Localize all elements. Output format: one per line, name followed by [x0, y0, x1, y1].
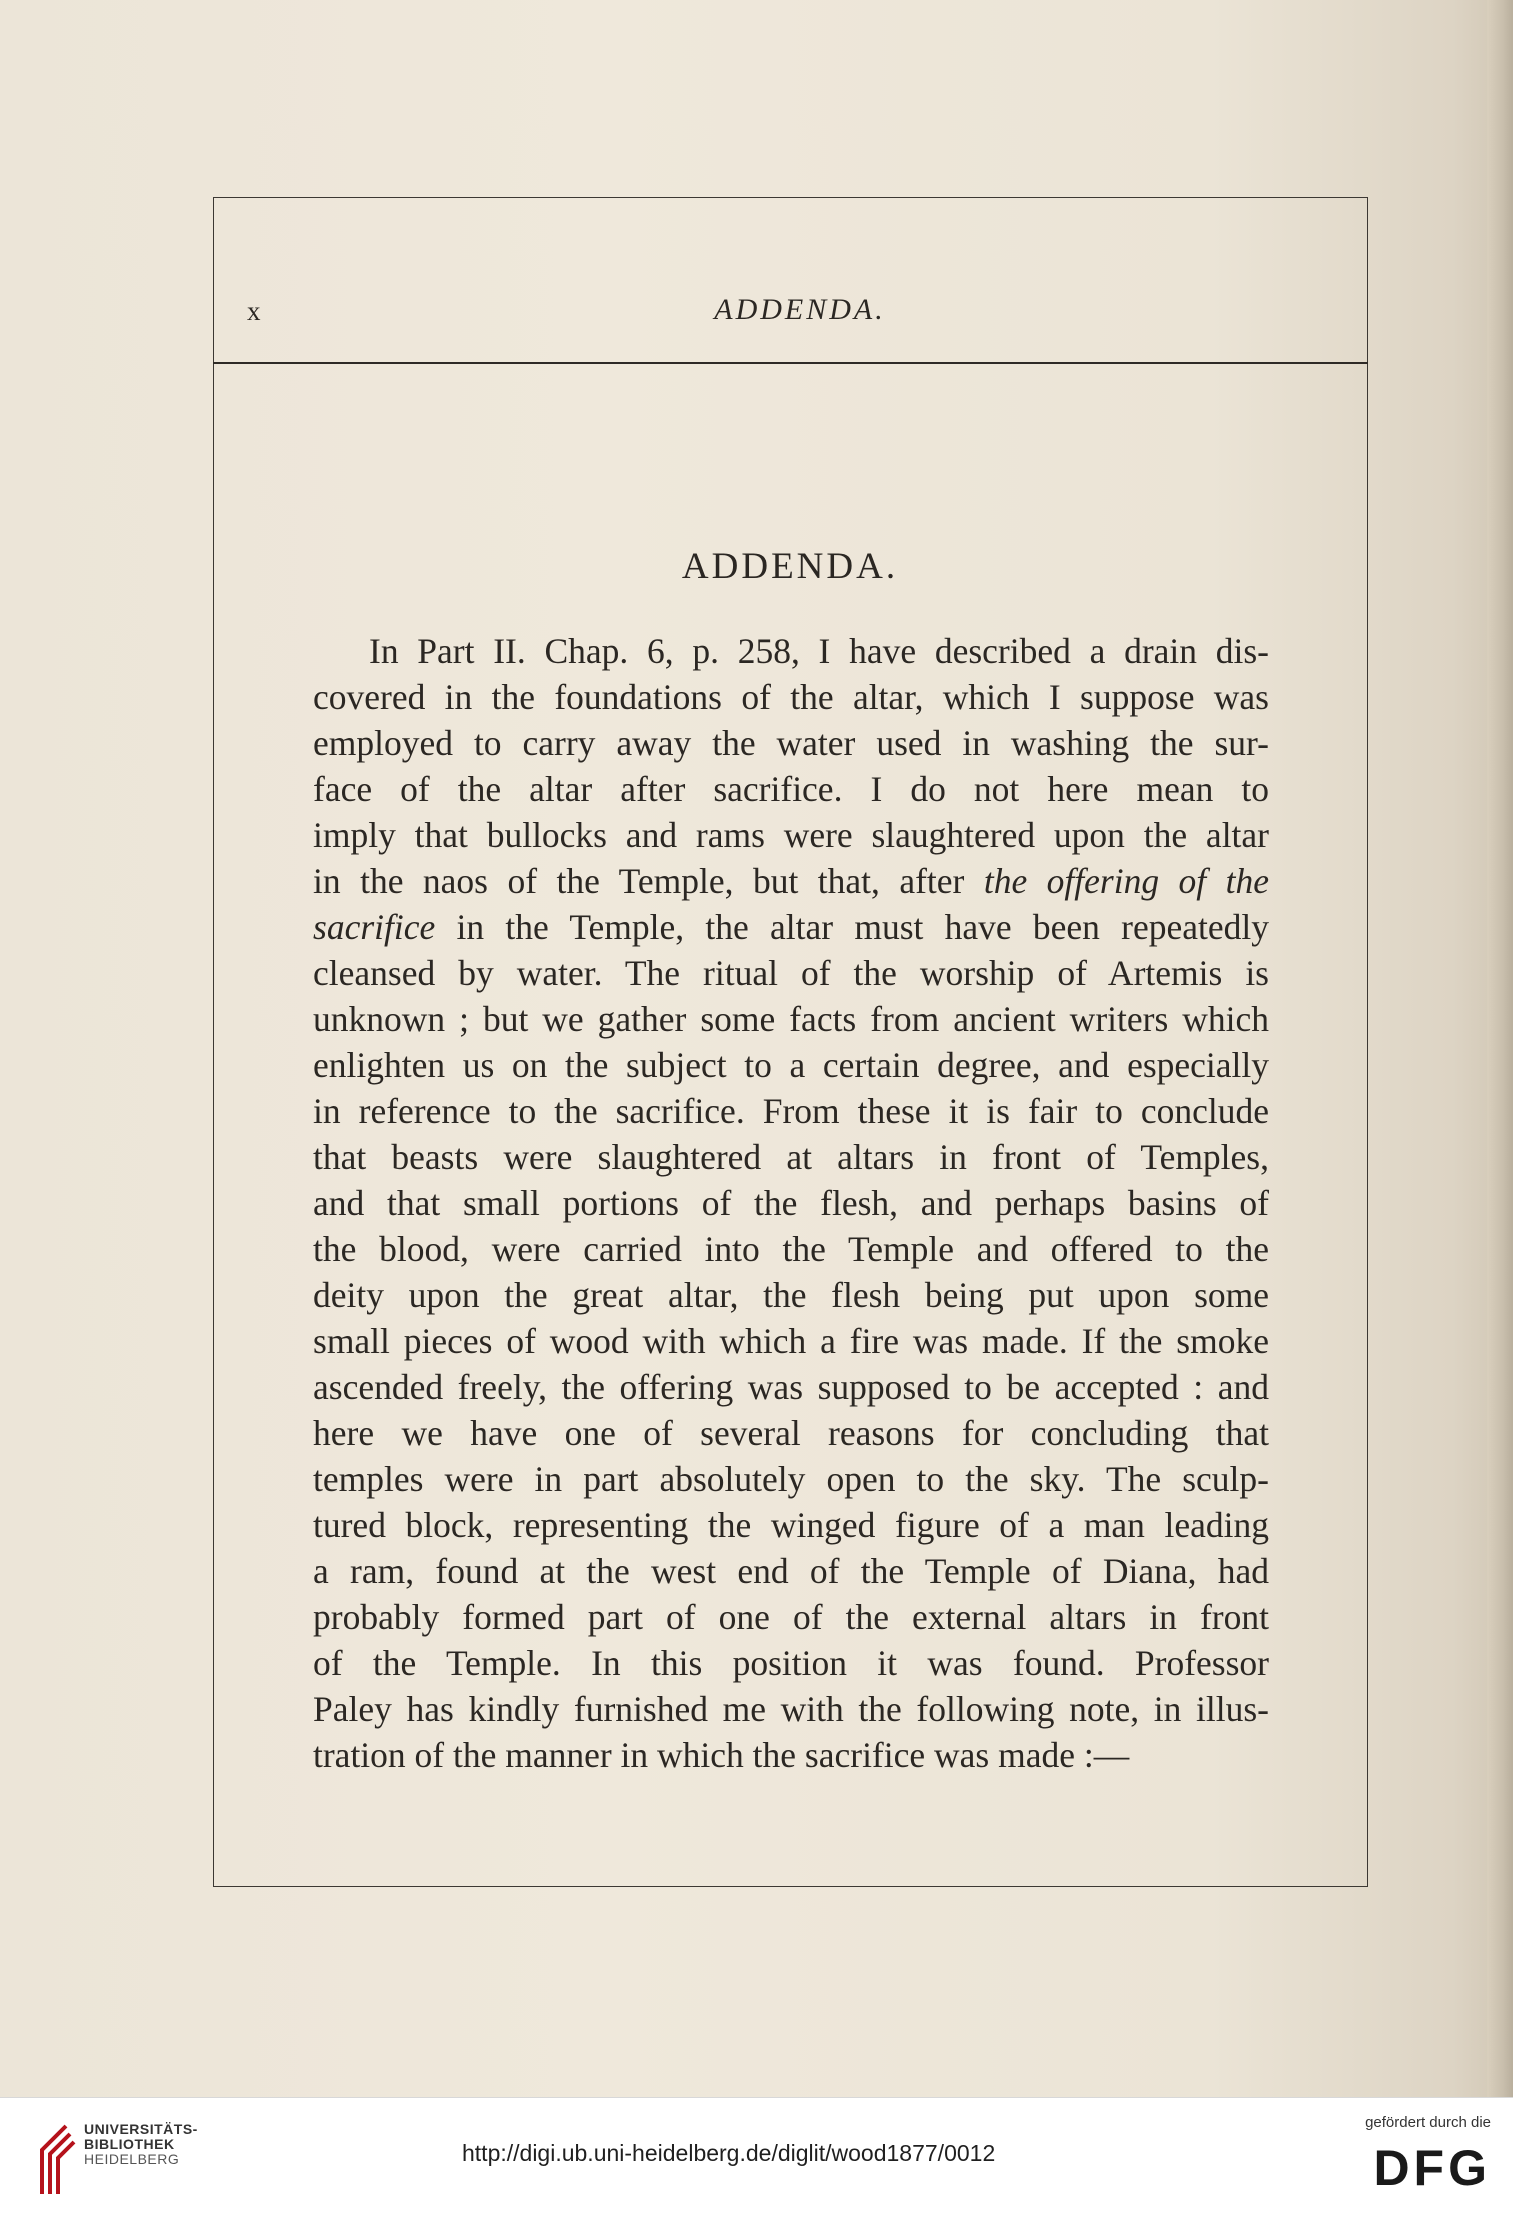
header-rule: [213, 362, 1368, 364]
text-line: covered in the foundations of the altar, which I suppose was: [313, 677, 1269, 717]
text-line: [313, 904, 1269, 950]
text-line: small pieces of wood with which a fire was made. If the smoke: [313, 1321, 1269, 1361]
text-line: temples were in part absolutely open to the sky. The sculp-: [313, 1459, 1269, 1499]
text-line: ascended freely, the offering was supposed to be accepted : and: [313, 1367, 1269, 1407]
text-line: [313, 858, 1269, 904]
italic-phrase: the offering of the: [983, 861, 1269, 901]
text-line: imply that bullocks and rams were slaughtered upon the altar: [313, 815, 1269, 855]
italic-phrase: sacrifice: [313, 907, 436, 947]
page-edge-shadow: [1487, 0, 1513, 2097]
dfg-logo: DFG: [1373, 2140, 1491, 2196]
text-line: unknown ; but we gather some facts from ancient writers which: [313, 999, 1269, 1039]
text-span: in the Temple, the altar must have been repeatedly: [435, 907, 1269, 947]
library-name-line: HEIDELBERG: [84, 2151, 180, 2167]
library-name-line: UNIVERSITÄTS-: [84, 2121, 198, 2137]
text-line: tured block, representing the winged figure of a man leading: [313, 1505, 1269, 1545]
text-line: In Part II. Chap. 6, p. 258, I have described a drain dis-: [369, 631, 1269, 671]
text-line: deity upon the great altar, the flesh being put upon some: [313, 1275, 1269, 1315]
funded-by-label: gefördert durch die: [1365, 2114, 1491, 2131]
text-line: probably formed part of one of the external altars in front: [313, 1597, 1269, 1637]
body-paragraph: [313, 628, 1269, 1778]
text-line: that beasts were slaughtered at altars in front of Temples,: [313, 1137, 1269, 1177]
text-line: Paley has kindly furnished me with the following note, in illus-: [313, 1689, 1269, 1729]
page-number: x: [247, 296, 262, 326]
text-line: a ram, found at the west end of the Temple of Diana, had: [313, 1551, 1269, 1591]
text-span: in the naos of the Temple, but that, after: [313, 861, 984, 901]
text-line: the blood, were carried into the Temple and offered to the: [313, 1229, 1269, 1269]
text-line: and that small portions of the flesh, and perhaps basins of: [313, 1183, 1269, 1223]
text-line: cleansed by water. The ritual of the worship of Artemis is: [313, 953, 1269, 993]
section-title: ADDENDA.: [681, 546, 899, 587]
text-line: face of the altar after sacrifice. I do not here mean to: [313, 769, 1269, 809]
text-line: tration of the manner in which the sacrifice was made :—: [313, 1735, 1130, 1775]
text-line: employed to carry away the water used in washing the sur-: [313, 723, 1269, 763]
footer-bar: [0, 2097, 1513, 2213]
text-line: of the Temple. In this position it was found. Professor: [313, 1643, 1269, 1683]
text-line: here we have one of several reasons for concluding that: [313, 1413, 1269, 1453]
library-name-line: BIBLIOTHEK: [84, 2136, 175, 2152]
permalink-url[interactable]: http://digi.ub.uni-heidelberg.de/diglit/wood1877/0012: [462, 2140, 996, 2166]
text-line: enlighten us on the subject to a certain degree, and especially: [313, 1045, 1269, 1085]
running-head: ADDENDA.: [714, 293, 886, 326]
text-line: in reference to the sacrifice. From these it is fair to conclude: [313, 1091, 1269, 1131]
library-name: [84, 2122, 198, 2167]
